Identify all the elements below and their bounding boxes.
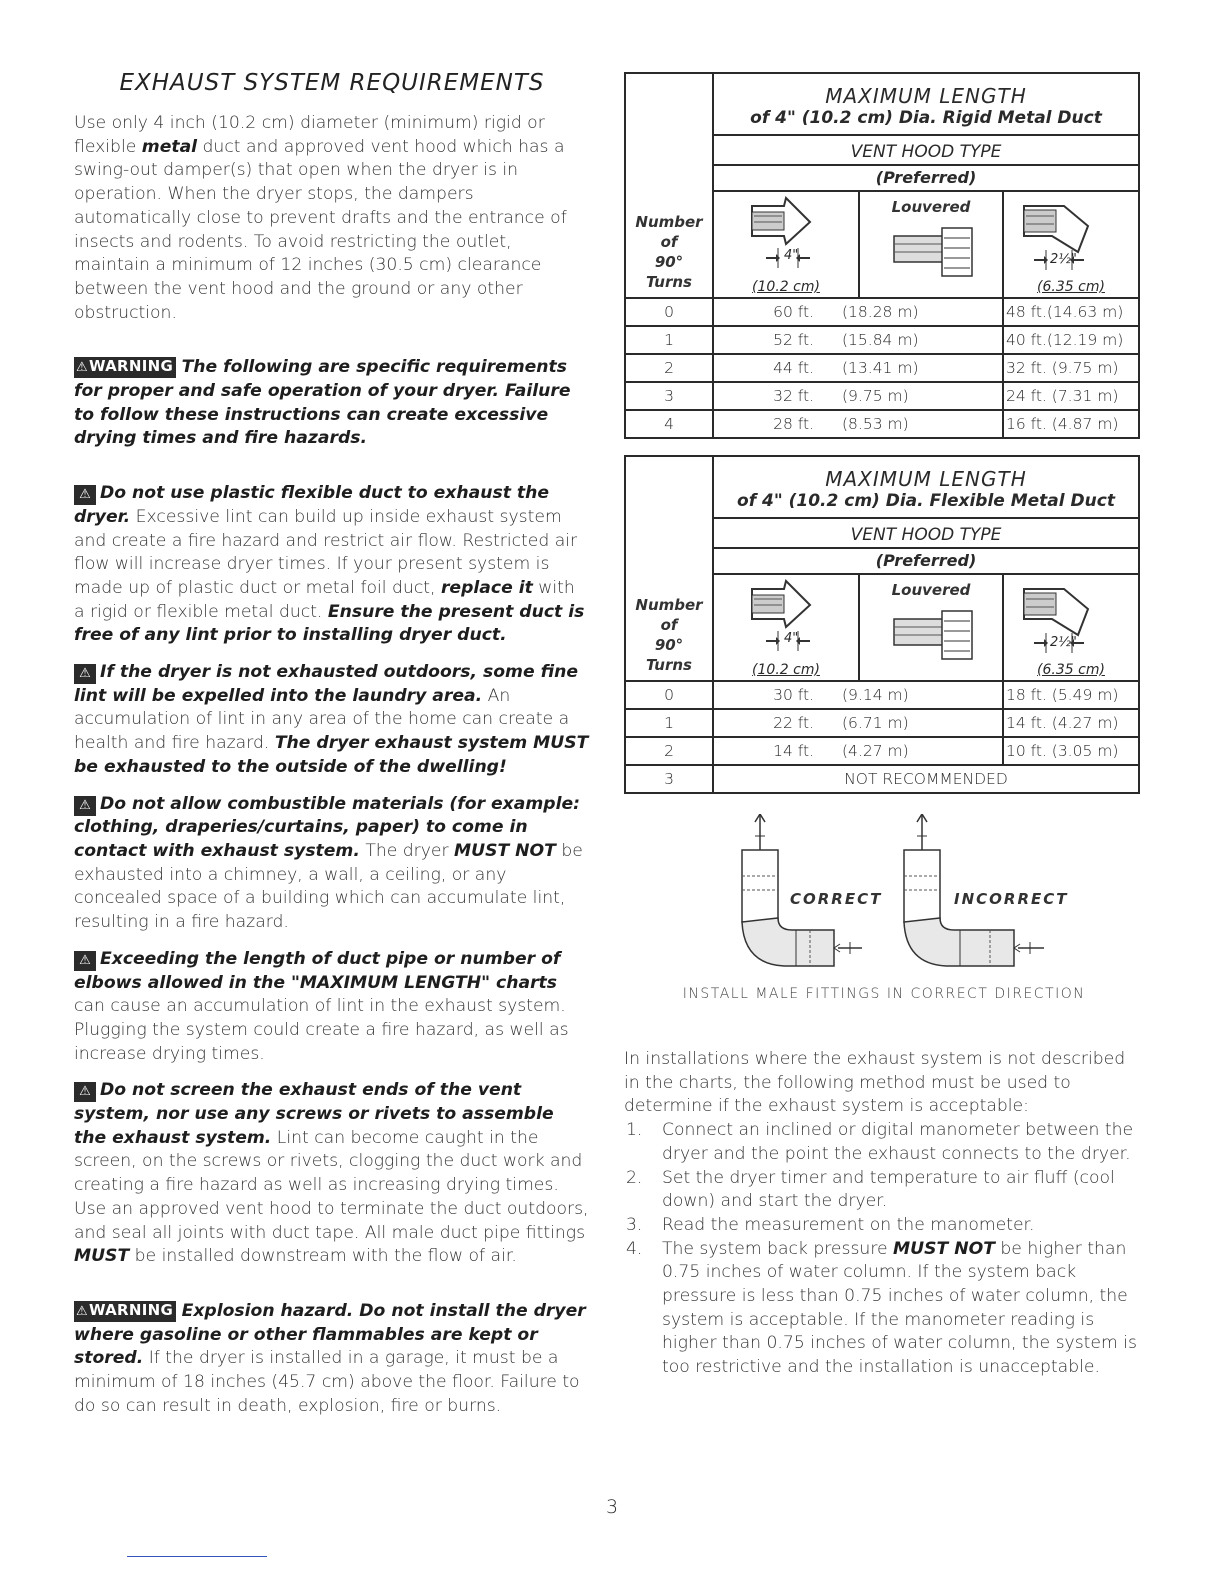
warning-badge: ⚠WARNING (74, 1301, 176, 1322)
figure-caption: INSTALL MALE FITTINGS IN CORRECT DIRECTION (682, 986, 1086, 1002)
vent-hood-type-header: VENT HOOD TYPE (714, 138, 1138, 166)
right-column (624, 72, 1144, 1380)
louvered-vent-icon (860, 575, 1004, 680)
table-row: 0 30 ft. (9.14 m) 18 ft. (5.49 m) (626, 680, 1138, 708)
duct-fittings-figure (624, 814, 1144, 984)
incorrect-label: INCORRECT (954, 890, 1069, 908)
warning-triangle-icon: ⚠ (74, 1082, 96, 1102)
table-row: 1 22 ft. (6.71 m) 14 ft. (4.27 m) (626, 708, 1138, 736)
warning-triangle-icon: ⚠ (74, 664, 96, 684)
preferred-label: (Preferred) (714, 549, 1138, 575)
warning-triangle-icon: ⚠ (74, 485, 96, 505)
table-row: 1 52 ft. (15.84 m) 40 ft.(12.19 m) (626, 325, 1138, 353)
number-of-turns-label: Number of 90° Turns (626, 457, 714, 680)
correct-label: CORRECT (790, 890, 883, 908)
list-item: 4. The system back pressure MUST NOT be higher than 0.75 inches of water column. If the system back pressure is less than 0.75 inches of water column, the system is acceptable. If the manometer reading is higher than 0.75 inches of water column, the system is too restrictive and the installation is unacceptable. (626, 1238, 1137, 1378)
list-item: 1. Connect an inclined or digital manometer between the dryer and the point the exhaust connects to the dryer. (626, 1120, 1134, 1164)
vent-hood-small-illustration: 2½" (6.35 cm) (1004, 575, 1138, 680)
intro-paragraph: Use only 4 inch (10.2 cm) diameter (minimum) rigid or flexible metal duct and approved vent hood which has a swing-out damper(s) that open when the dryer is in operation. When the dryer stops, the dampers automatically close to prevent drafts and the entrance of insects and rodents. To avoid restricting the outlet, maintain a minimum of 12 inches (30.5 cm) clearance between the vent hood and the ground or any other obstruction. (74, 113, 567, 323)
table-row: 2 44 ft. (13.41 m) 32 ft. (9.75 m) (626, 353, 1138, 381)
caution-paragraph-plastic-duct: ⚠ Do not use plastic flexible duct to exhaust the dryer. Excessive lint can build up inside exhaust system and create a fire hazard and restrict air flow. Restricted air flow will increase dryer times. If your present system is made up of plastic duct or metal foil duct, replace it with a rigid or flexible metal duct. Ensure the present duct is free of any lint prior to installing dryer duct. (74, 483, 585, 646)
flexible-duct-table (624, 455, 1140, 794)
warning-triangle-icon: ⚠ (74, 796, 96, 816)
table-row: 3 NOT RECOMMENDED (626, 764, 1138, 792)
caution-paragraph-combustible: ⚠ Do not allow combustible materials (for example: clothing, draperies/curtains, paper) to come in contact with exhaust system. The dryer MUST NOT be exhausted into a chimney, a wall, a ceiling, or any concealed space of a building which can accumulate lint, resulting in a fire hazard. (74, 793, 583, 933)
list-item: 2. Set the dryer timer and temperature to air fluff (cool down) and start the dryer. (626, 1167, 1115, 1212)
section-title: EXHAUST SYSTEM REQUIREMENTS (119, 70, 545, 96)
warning-triangle-icon: ⚠ (76, 358, 88, 378)
table-row: 4 28 ft. (8.53 m) 16 ft. (4.87 m) (626, 409, 1138, 437)
table-title: MAXIMUM LENGTH of 4" (10.2 cm) Dia. Flexible Metal Duct (714, 457, 1138, 519)
vent-hood-louvered-illustration: Louvered (860, 192, 1004, 297)
vent-hood-small-illustration: 2½" (6.35 cm) (1004, 192, 1138, 297)
page-number: 3 (605, 1496, 619, 1518)
number-of-turns-label: Number of 90° Turns (626, 74, 714, 297)
vent-hood-preferred-illustration: 4" (10.2 cm) (714, 575, 860, 680)
caution-paragraph-outdoors: ⚠ If the dryer is not exhausted outdoors, some fine lint will be expelled into the laundry area. An accumulation of lint in any area of the home can create a health and fire hazard. The dryer exhaust system MUST be exhausted to the outside of the dwelling! (74, 662, 589, 777)
warning-triangle-icon: ⚠ (76, 1302, 88, 1322)
caution-paragraph-length: ⚠ Exceeding the length of duct pipe or number of elbows allowed in the "MAXIMUM LENGTH" charts can cause an accumulation of lint in the exhaust system. Plugging the system could create a fire hazard, as well as increase drying times. (74, 948, 569, 1064)
rigid-duct-table (624, 72, 1140, 439)
vent-hood-type-header: VENT HOOD TYPE (714, 521, 1138, 549)
louvered-vent-icon (860, 192, 1004, 297)
vent-hood-preferred-illustration: 4" (10.2 cm) (714, 192, 860, 297)
table-row: 0 60 ft. (18.28 m) 48 ft.(14.63 m) (626, 297, 1138, 325)
footer-rule (127, 1556, 267, 1557)
list-item: 3. Read the measurement on the manometer. (626, 1214, 1035, 1235)
vent-hood-louvered-illustration: Louvered (860, 575, 1004, 680)
preferred-label: (Preferred) (714, 166, 1138, 192)
caution-paragraph-screens: ⚠ Do not screen the exhaust ends of the vent system, nor use any screws or rivets to assemble the exhaust system. Lint can become caught in the screen, on the screws or rivets, clogging the duct work and creating a fire hazard as well as increasing drying times. Use an approved vent hood to terminate the duct outdoors, and seal all joints with duct tape. All male duct pipe fittings MUST be installed downstream with the flow of air. (74, 1080, 589, 1267)
warning-paragraph-2: ⚠WARNING Explosion hazard. Do not install the dryer where gasoline or other flammables are kept or stored. If the dryer is installed in a garage, it must be a minimum of 18 inches (45.7 cm) above the floor. Failure to do so can result in death, explosion, fire or burns. (74, 1300, 586, 1416)
left-column (74, 68, 590, 1418)
warning-paragraph-1: ⚠WARNING The following are specific requirements for proper and safe operation of your dryer. Failure to follow these instructions can create excessive drying times and fire hazards. (74, 357, 571, 449)
warning-badge: ⚠WARNING (74, 357, 176, 378)
table-row: 3 32 ft. (9.75 m) 24 ft. (7.31 m) (626, 381, 1138, 409)
manometer-intro: In installations where the exhaust system is not described in the charts, the following method must be used to determine if the exhaust system is acceptable: (624, 1049, 1126, 1117)
warning-triangle-icon: ⚠ (74, 951, 96, 971)
table-title: MAXIMUM LENGTH of 4" (10.2 cm) Dia. Rigid Metal Duct (714, 74, 1138, 136)
manometer-steps (624, 1119, 1144, 1380)
table-row: 2 14 ft. (4.27 m) 10 ft. (3.05 m) (626, 736, 1138, 764)
